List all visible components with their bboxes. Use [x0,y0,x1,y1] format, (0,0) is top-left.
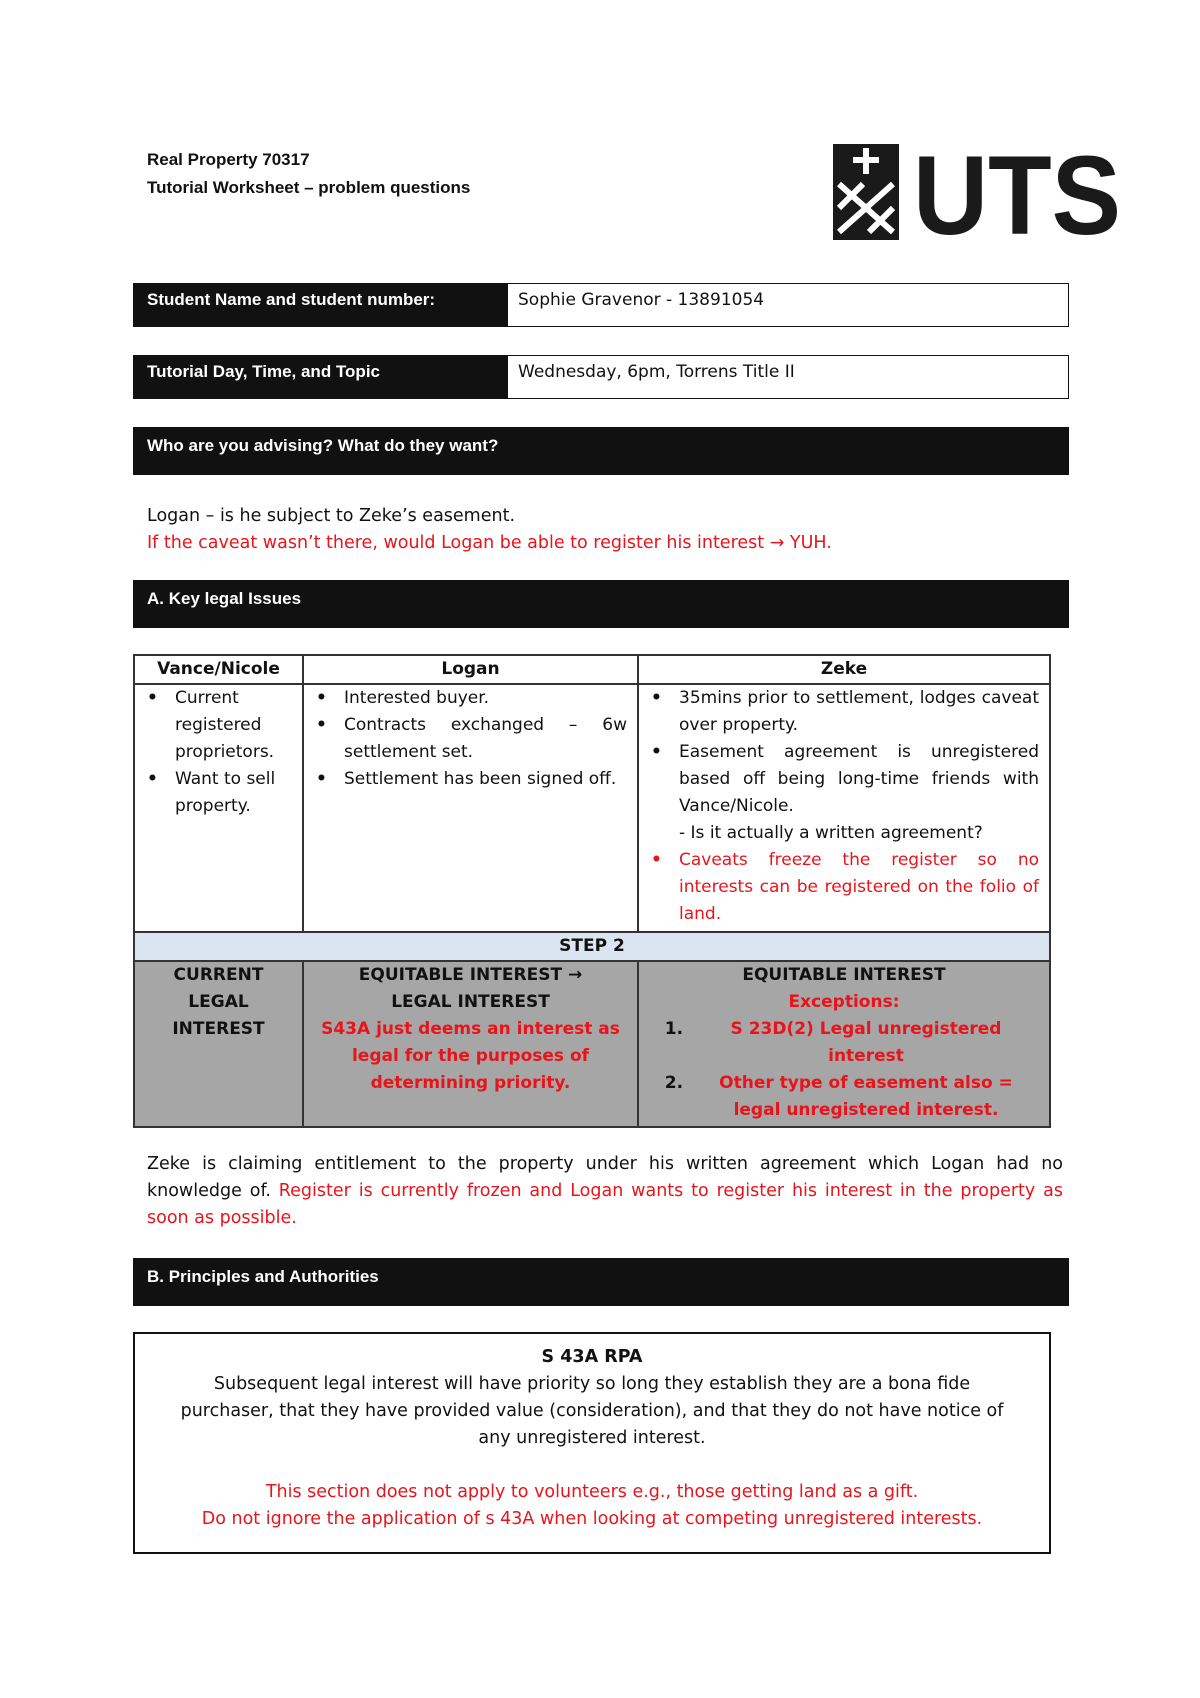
advising-line-1: Logan – is he subject to Zeke’s easement. [147,506,516,526]
student-label: Student Name and student number: [134,284,508,326]
current-legal-interest: CURRENT LEGAL INTEREST [134,961,303,1127]
worksheet-title: Tutorial Worksheet – problem questions [147,178,471,197]
uts-logo-icon [833,144,1123,240]
logan-interest-cell [303,961,638,1127]
zeke-interest-title: EQUITABLE INTEREST [742,965,946,985]
advising-line-2: If the caveat wasn’t there, would Logan be able to register his interest → YUH. [147,533,832,553]
principle-note-1: This section does not apply to volunteers e.g., those getting land as a gift. [265,1482,919,1502]
student-row [133,283,1069,327]
logan-interest-title-a: EQUITABLE INTEREST → [358,965,583,985]
zeke-easement-note: - Is it actually a written agreement? [679,823,983,843]
principle-note-2: Do not ignore the application of s 43A when looking at competing unregistered interests. [201,1509,983,1529]
summary-paragraph [147,1151,1063,1232]
list-item: • Current registered proprietors. [175,685,292,766]
list-item: • Contracts exchanged – 6w settlement set. [344,712,627,766]
list-item [679,739,1039,847]
list-item: • Interested buyer. [344,685,627,712]
logan-cell [303,684,638,932]
logo-text: UTS [913,144,1121,240]
principle-body: Subsequent legal interest will have priority so long they establish they are a bona fide purchaser, that they have provided value (consideration), and that they do not have notice of any unregistered interest. [180,1374,1004,1448]
issues-heading: A. Key legal Issues [133,580,1069,628]
vance-cell [134,684,303,932]
list-item: • Want to sell property. [175,766,292,820]
col-header-logan: Logan [303,655,638,684]
tutorial-value: Wednesday, 6pm, Torrens Title II [518,362,795,382]
advising-text [147,503,1063,557]
course-title: Real Property 70317 [147,150,310,169]
list-item: • Settlement has been signed off. [344,766,627,793]
principle-box [133,1332,1051,1554]
principle-title: S 43A RPA [541,1347,643,1367]
col-header-zeke: Zeke [638,655,1050,684]
tutorial-row [133,355,1069,399]
step-label: STEP 2 [134,932,1050,961]
zeke-interest-cell [638,961,1050,1127]
exceptions-label: Exceptions: [788,992,900,1012]
list-item: 2. Other type of easement also = legal unregistered interest. [689,1070,1039,1124]
principles-heading: B. Principles and Authorities [133,1258,1069,1306]
logan-interest-note: S43A just deems an interest as legal for the purposes of determining priority. [321,1019,620,1093]
summary-black: Zeke is claiming entitlement to the property under his written agreement which Logan had no knowledge of. [147,1154,1063,1201]
list-item: 1. S 23D(2) Legal unregistered interest [689,1016,1039,1070]
document-title [147,146,470,202]
col-header-vance: Vance/Nicole [134,655,303,684]
list-item: • 35mins prior to settlement, lodges caveat over property. [679,685,1039,739]
issues-table [133,654,1051,1128]
student-value: Sophie Gravenor - 13891054 [518,290,765,310]
zeke-cell [638,684,1050,932]
list-item: • Caveats freeze the register so no interests can be registered on the folio of land. [679,847,1039,928]
zeke-easement: Easement agreement is unregistered based off being long-time friends with Vance/Nicole. [679,742,1039,816]
logan-interest-title-b: LEGAL INTEREST [391,992,550,1012]
tutorial-label: Tutorial Day, Time, and Topic [134,356,508,398]
summary-red: Register is currently frozen and Logan wants to register his interest in the property as soon as possible. [147,1181,1064,1228]
advising-heading: Who are you advising? What do they want? [133,427,1069,475]
